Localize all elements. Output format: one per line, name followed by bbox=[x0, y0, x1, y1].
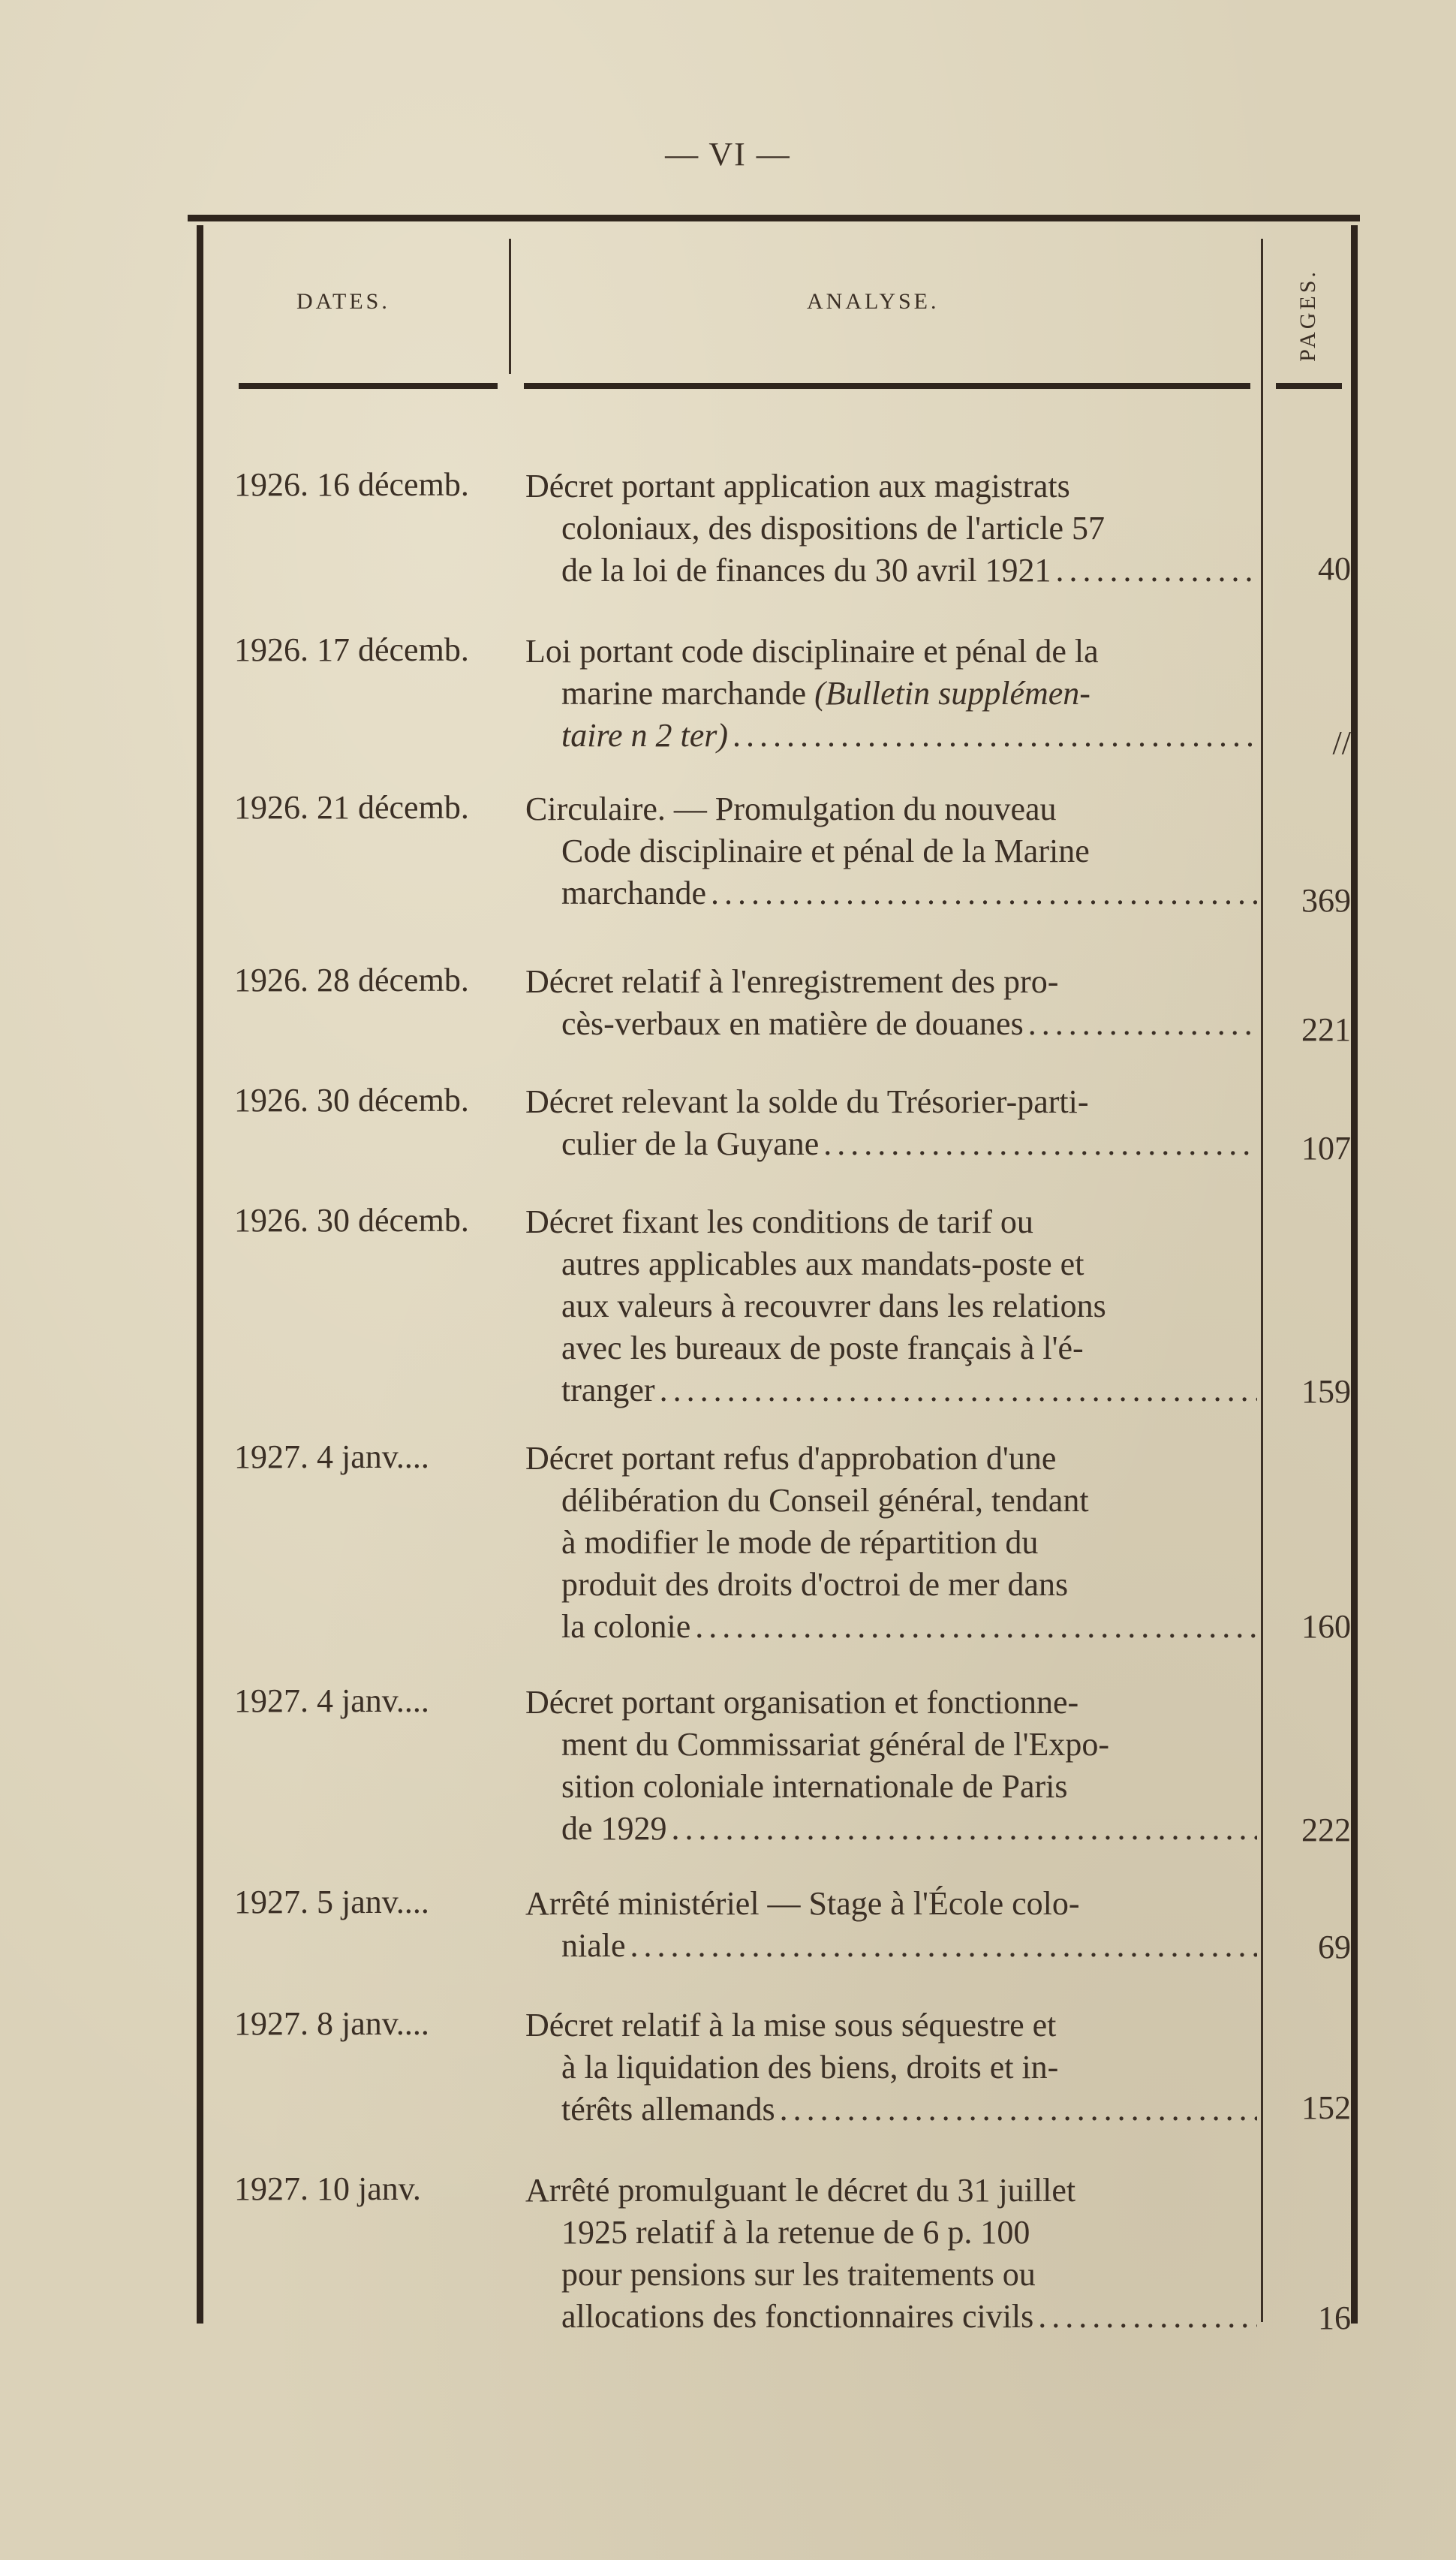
page-reference: 160 bbox=[1301, 1608, 1351, 1645]
analysis-line: allocations des fonctionnaires civils bbox=[561, 2298, 1034, 2335]
entry-date: 1926. 21 décemb. bbox=[234, 789, 469, 826]
entry-analysis bbox=[525, 2170, 1257, 2338]
entry-date: 1927. 4 janv.... bbox=[234, 1682, 429, 1719]
entry-date: 1927. 10 janv. bbox=[234, 2170, 421, 2207]
header-rule-pages bbox=[1276, 383, 1342, 389]
page-reference: 107 bbox=[1301, 1130, 1351, 1167]
analysis-line: autres applicables aux mandats-poste et bbox=[561, 1245, 1084, 1282]
analysis-line: de la loi de finances du 30 avril 1921 bbox=[561, 552, 1051, 589]
entry-date: 1926. 28 décemb. bbox=[234, 962, 469, 998]
page-number: — VI — bbox=[665, 136, 791, 173]
analysis-line: Arrêté promulguant le décret du 31 juillet bbox=[525, 2172, 1076, 2209]
dot-leader bbox=[672, 1808, 1257, 1850]
analysis-line: coloniaux, des dispositions de l'article 57 bbox=[561, 510, 1106, 547]
dot-leader bbox=[823, 1123, 1257, 1165]
entry-analysis bbox=[525, 1201, 1257, 1411]
analysis-line: Décret relatif à l'enregistrement des pro- bbox=[525, 963, 1059, 1000]
analysis-line: Décret portant refus d'approbation d'une bbox=[525, 1440, 1057, 1477]
analysis-line: culier de la Guyane bbox=[561, 1125, 820, 1162]
analysis-line: la colonie bbox=[561, 1608, 691, 1645]
page-reference: 16 bbox=[1318, 2299, 1351, 2336]
analysis-line: Code disciplinaire et pénal de la Marine bbox=[561, 833, 1090, 869]
table-left-border bbox=[197, 225, 203, 2324]
entry-analysis bbox=[525, 1081, 1257, 1165]
dot-leader bbox=[1038, 2296, 1257, 2338]
dot-leader bbox=[1055, 550, 1257, 592]
analysis-line: térêts allemands bbox=[561, 2091, 775, 2128]
analysis-line: Décret portant application aux magistrats bbox=[525, 468, 1070, 504]
analysis-line: tranger bbox=[561, 1372, 655, 1408]
entry-analysis bbox=[525, 788, 1257, 914]
header-dates: DATES. bbox=[296, 289, 390, 314]
page-reference: 221 bbox=[1301, 1011, 1351, 1048]
dates-column-divider bbox=[509, 239, 511, 374]
analysis-line: à la liquidation des biens, droits et in- bbox=[561, 2049, 1059, 2086]
dot-leader bbox=[630, 1925, 1257, 1967]
pages-column-divider bbox=[1261, 239, 1263, 2322]
table-right-border bbox=[1351, 225, 1358, 2324]
entry-analysis bbox=[525, 631, 1257, 757]
analysis-line: niale bbox=[561, 1927, 626, 1964]
page-reference: 222 bbox=[1301, 1812, 1351, 1848]
entry-date: 1926. 17 décemb. bbox=[234, 631, 469, 668]
analysis-line: Arrêté ministériel — Stage à l'École colo- bbox=[525, 1885, 1080, 1922]
entry-analysis bbox=[525, 1438, 1257, 1648]
analysis-line: Décret fixant les conditions de tarif ou bbox=[525, 1203, 1033, 1240]
header-analyse: ANALYSE. bbox=[807, 289, 940, 314]
analysis-line: taire n 2 ter) bbox=[561, 717, 728, 754]
entry-date: 1926. 16 décemb. bbox=[234, 466, 469, 503]
dot-leader bbox=[1028, 1003, 1257, 1045]
entry-date: 1927. 5 janv.... bbox=[234, 1884, 429, 1920]
analysis-line: cès-verbaux en matière de douanes bbox=[561, 1005, 1024, 1042]
analysis-line: aux valeurs à recouvrer dans les relations bbox=[561, 1288, 1106, 1324]
analysis-line: Circulaire. — Promulgation du nouveau bbox=[525, 791, 1057, 827]
entry-analysis bbox=[525, 961, 1257, 1045]
analysis-line: Loi portant code disciplinaire et pénal de la bbox=[525, 633, 1099, 670]
analysis-line: à modifier le mode de répartition du bbox=[561, 1524, 1039, 1561]
page-reference: // bbox=[1332, 724, 1351, 761]
analysis-line: Décret relatif à la mise sous séquestre et bbox=[525, 2007, 1057, 2043]
entry-date: 1927. 8 janv.... bbox=[234, 2005, 429, 2042]
analysis-line: 1925 relatif à la retenue de 6 p. 100 bbox=[561, 2214, 1030, 2251]
analysis-line: délibération du Conseil général, tendant bbox=[561, 1482, 1089, 1519]
dot-leader bbox=[660, 1369, 1257, 1411]
entry-date: 1927. 4 janv.... bbox=[234, 1438, 429, 1475]
analysis-line: ment du Commissariat général de l'Expo- bbox=[561, 1726, 1110, 1763]
entry-date: 1926. 30 décemb. bbox=[234, 1082, 469, 1119]
dot-leader bbox=[780, 2089, 1257, 2131]
analysis-line: (Bulletin supplémen- bbox=[814, 675, 1090, 712]
analysis-line: marchande bbox=[561, 875, 706, 911]
entry-analysis bbox=[525, 465, 1257, 592]
page-reference: 69 bbox=[1318, 1929, 1351, 1965]
entry-analysis bbox=[525, 1883, 1257, 1967]
analysis-line: avec les bureaux de poste français à l'é- bbox=[561, 1330, 1084, 1366]
header-rule-analyse bbox=[524, 383, 1250, 389]
entry-date: 1926. 30 décemb. bbox=[234, 1202, 469, 1239]
analysis-line: Décret portant organisation et fonctionne- bbox=[525, 1684, 1079, 1721]
dot-leader bbox=[695, 1606, 1257, 1648]
page-reference: 40 bbox=[1318, 550, 1351, 587]
table-top-rule bbox=[188, 215, 1360, 221]
entry-analysis bbox=[525, 1682, 1257, 1850]
analysis-line: produit des droits d'octroi de mer dans bbox=[561, 1566, 1069, 1603]
dot-leader bbox=[733, 715, 1257, 757]
analysis-line: sition coloniale internationale de Paris bbox=[561, 1768, 1068, 1805]
page-reference: 152 bbox=[1301, 2089, 1351, 2126]
analysis-line: pour pensions sur les traitements ou bbox=[561, 2256, 1036, 2293]
entry-analysis bbox=[525, 2004, 1257, 2131]
analysis-line: marine marchande bbox=[561, 675, 807, 712]
header-rule-dates bbox=[239, 383, 498, 389]
header-pages-label: PAGES. bbox=[1295, 269, 1320, 362]
page-reference: 159 bbox=[1301, 1373, 1351, 1410]
page-reference: 369 bbox=[1301, 882, 1351, 919]
dot-leader bbox=[711, 872, 1257, 914]
header-pages bbox=[1286, 259, 1331, 372]
analysis-line: de 1929 bbox=[561, 1810, 667, 1847]
analysis-line: Décret relevant la solde du Trésorier-parti- bbox=[525, 1083, 1089, 1120]
